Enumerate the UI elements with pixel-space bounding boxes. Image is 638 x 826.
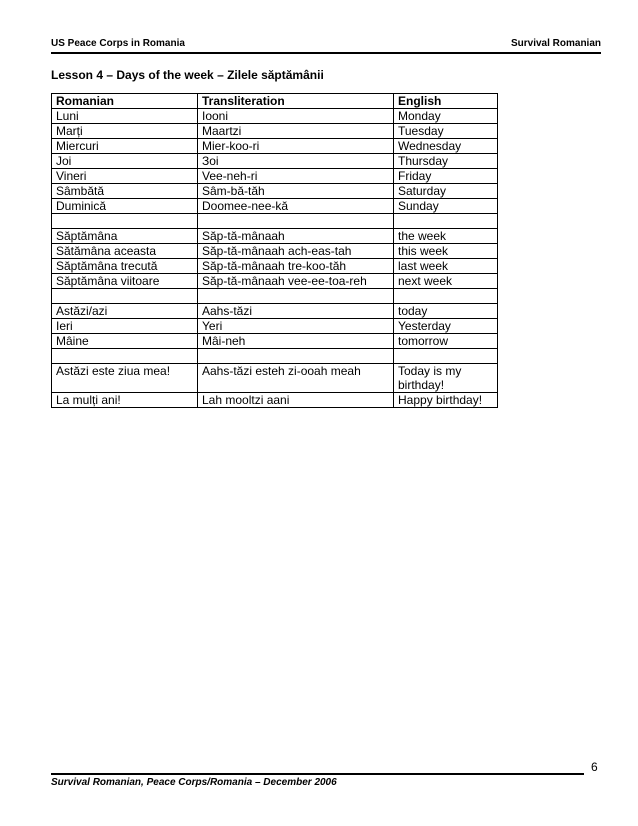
table-row bbox=[52, 334, 498, 349]
english-cell: Happy birthday! bbox=[394, 393, 498, 408]
transliteration-cell: Lah mooltzi aani bbox=[198, 393, 394, 408]
header-right-text: Survival Romanian bbox=[510, 38, 601, 49]
transliteration-cell: Maartzi bbox=[198, 124, 394, 139]
romanian-cell bbox=[52, 289, 198, 304]
transliteration-cell: Yeri bbox=[198, 319, 394, 334]
english-cell: next week bbox=[394, 274, 498, 289]
english-cell: Friday bbox=[394, 169, 498, 184]
english-cell: last week bbox=[394, 259, 498, 274]
english-cell: Yesterday bbox=[394, 319, 498, 334]
spacer-row bbox=[52, 289, 498, 304]
romanian-cell: Duminică bbox=[52, 199, 198, 214]
table-row bbox=[52, 199, 498, 214]
transliteration-cell: Mier-koo-ri bbox=[198, 139, 394, 154]
table-row bbox=[52, 319, 498, 334]
english-cell: the week bbox=[394, 229, 498, 244]
table-row bbox=[52, 154, 498, 169]
table-body bbox=[52, 109, 498, 408]
romanian-cell: Miercuri bbox=[52, 139, 198, 154]
transliteration-cell: Mâi-neh bbox=[198, 334, 394, 349]
table-row bbox=[52, 139, 498, 154]
romanian-cell bbox=[52, 349, 198, 364]
lesson-title: Lesson 4 – Days of the week – Zilele săptămânii bbox=[51, 68, 324, 82]
romanian-cell: Marți bbox=[52, 124, 198, 139]
table-row bbox=[52, 393, 498, 408]
romanian-cell: Sătămâna aceasta bbox=[52, 244, 198, 259]
header-left-text: US Peace Corps in Romania bbox=[51, 38, 185, 49]
spacer-row bbox=[52, 214, 498, 229]
english-cell: Saturday bbox=[394, 184, 498, 199]
page-number: 6 bbox=[591, 760, 598, 774]
romanian-cell: Săptămâna bbox=[52, 229, 198, 244]
table-row bbox=[52, 274, 498, 289]
page-header bbox=[51, 38, 601, 54]
transliteration-cell: Iooni bbox=[198, 109, 394, 124]
english-cell bbox=[394, 349, 498, 364]
romanian-cell: Săptămâna viitoare bbox=[52, 274, 198, 289]
transliteration-cell: Aahs-tăzi bbox=[198, 304, 394, 319]
english-cell bbox=[394, 214, 498, 229]
column-header-romanian: Romanian bbox=[52, 94, 198, 109]
transliteration-cell: Doomee-nee-kă bbox=[198, 199, 394, 214]
page-footer: Survival Romanian, Peace Corps/Romania – December 2006 bbox=[51, 777, 337, 788]
transliteration-cell: Săp-tă-mânaah bbox=[198, 229, 394, 244]
table-row bbox=[52, 259, 498, 274]
romanian-cell: Ieri bbox=[52, 319, 198, 334]
table-row bbox=[52, 169, 498, 184]
romanian-cell: Săptămâna trecută bbox=[52, 259, 198, 274]
table-row bbox=[52, 244, 498, 259]
english-cell: today bbox=[394, 304, 498, 319]
transliteration-cell: Săp-tă-mânaah ach-eas-tah bbox=[198, 244, 394, 259]
romanian-cell: Vineri bbox=[52, 169, 198, 184]
romanian-cell: Astăzi este ziua mea! bbox=[52, 364, 198, 393]
romanian-cell: Joi bbox=[52, 154, 198, 169]
table-row bbox=[52, 184, 498, 199]
romanian-cell: Sâmbătă bbox=[52, 184, 198, 199]
vocabulary-table bbox=[51, 93, 498, 408]
table-row bbox=[52, 304, 498, 319]
table-row bbox=[52, 364, 498, 393]
table-row bbox=[52, 109, 498, 124]
table-row bbox=[52, 229, 498, 244]
english-cell: Tuesday bbox=[394, 124, 498, 139]
transliteration-cell bbox=[198, 289, 394, 304]
english-cell: Sunday bbox=[394, 199, 498, 214]
romanian-cell: Luni bbox=[52, 109, 198, 124]
transliteration-cell bbox=[198, 349, 394, 364]
column-header-transliteration: Transliteration bbox=[198, 94, 394, 109]
spacer-row bbox=[52, 349, 498, 364]
romanian-cell bbox=[52, 214, 198, 229]
transliteration-cell: Săp-tă-mânaah tre-koo-tăh bbox=[198, 259, 394, 274]
english-cell: Monday bbox=[394, 109, 498, 124]
transliteration-cell: Aahs-tăzi esteh zi-ooah meah bbox=[198, 364, 394, 393]
english-cell bbox=[394, 289, 498, 304]
table-row bbox=[52, 124, 498, 139]
transliteration-cell: Зoi bbox=[198, 154, 394, 169]
english-cell: Today is my birthday! bbox=[394, 364, 498, 393]
english-cell: Thursday bbox=[394, 154, 498, 169]
transliteration-cell bbox=[198, 214, 394, 229]
english-cell: this week bbox=[394, 244, 498, 259]
footer-rule bbox=[51, 773, 584, 775]
column-header-english: English bbox=[394, 94, 498, 109]
romanian-cell: Mâine bbox=[52, 334, 198, 349]
transliteration-cell: Sâm-bă-tăh bbox=[198, 184, 394, 199]
transliteration-cell: Vee-neh-ri bbox=[198, 169, 394, 184]
romanian-cell: La mulți ani! bbox=[52, 393, 198, 408]
english-cell: Wednesday bbox=[394, 139, 498, 154]
table-header-row bbox=[52, 94, 498, 109]
english-cell: tomorrow bbox=[394, 334, 498, 349]
romanian-cell: Astăzi/azi bbox=[52, 304, 198, 319]
transliteration-cell: Săp-tă-mânaah vee-ee-toa-reh bbox=[198, 274, 394, 289]
